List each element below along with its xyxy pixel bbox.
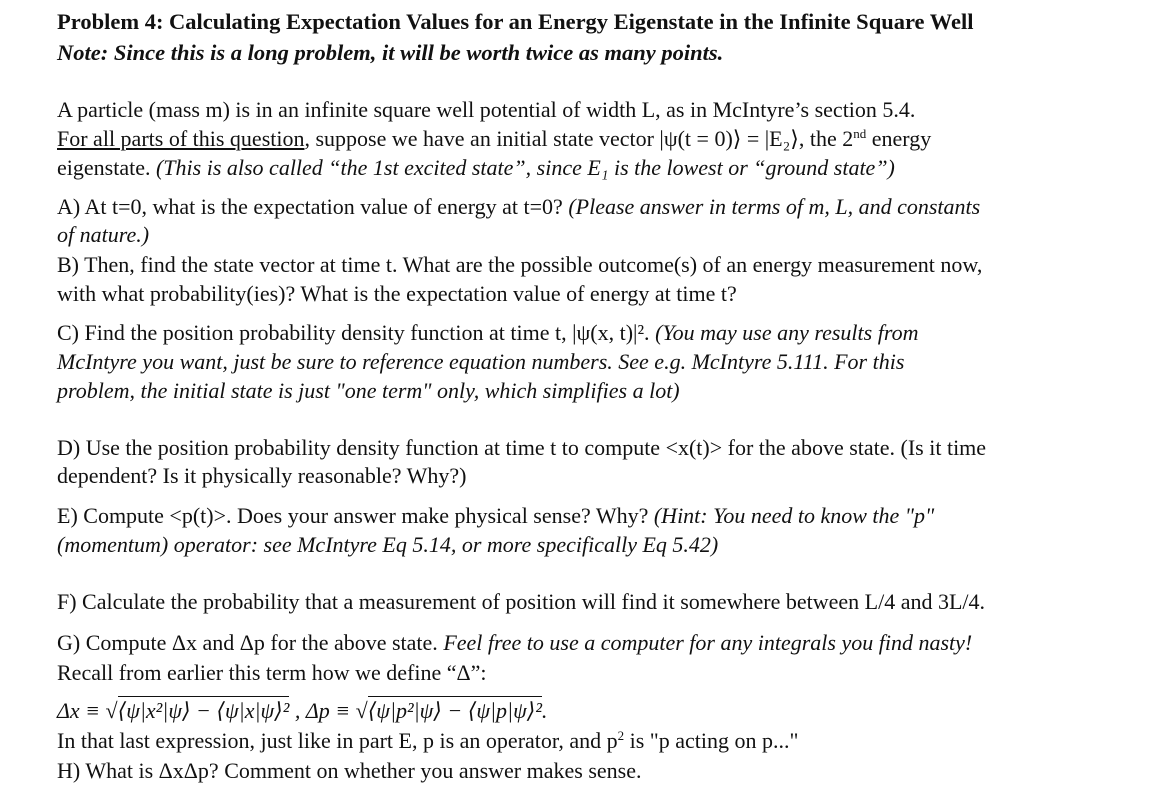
part-b-line-2: with what probability(ies)? What is the expectation value of energy at time t?: [57, 281, 737, 306]
part-g-hint: Feel free to use a computer for any integrals you find nasty!: [443, 630, 973, 655]
intro-sup: nd: [853, 126, 867, 141]
part-g-line-4: [57, 728, 799, 754]
part-e-line-2: (momentum) operator: see McIntyre Eq 5.14, or more specifically Eq 5.42): [57, 532, 719, 557]
intro-line-2-end: energy: [866, 126, 932, 151]
equation-separator: ,: [289, 698, 306, 723]
intro-line-2: [57, 126, 931, 152]
part-f-line-1: F) Calculate the probability that a measurement of position will find it somewhere between L/4 and 3L/4.: [57, 589, 986, 614]
part-c-line-3: problem, the initial state is just "one term" only, which simplifies a lot): [57, 378, 680, 403]
part-d-line-1: D) Use the position probability density function at time t to compute <x(t)> for the above state. (Is it time: [57, 435, 987, 460]
delta-x-sqrt-sign: √: [105, 698, 118, 723]
part-e-question: E) Compute <p(t)>. Does your answer make physical sense? Why?: [57, 503, 654, 528]
uncertainty-equations: [57, 698, 547, 724]
part-b-line-1: B) Then, find the state vector at time t. What are the possible outcome(s) of an energy measurement now,: [57, 252, 983, 277]
delta-p-sqrt-sign: √: [355, 698, 368, 723]
part-c-question: C) Find the position probability density function at time t, |ψ(x, t)|².: [57, 320, 656, 345]
part-d-line-2: dependent? Is it physically reasonable? Why?): [57, 463, 467, 488]
part-c-line-2: McIntyre you want, just be sure to reference equation numbers. See e.g. McIntyre 5.111. For this: [57, 349, 905, 374]
part-g-line-4-b: is "p acting on p...": [624, 728, 799, 753]
note: Note: Since this is a long problem, it will be worth twice as many points.: [57, 40, 724, 65]
part-g-line-1: [57, 630, 972, 656]
part-a-question: A) At t=0, what is the expectation value of energy at t=0?: [57, 194, 569, 219]
part-a-line-2: of nature.): [57, 222, 150, 247]
delta-x-lhs: Δx ≡: [57, 698, 106, 723]
intro-line-3-a: eigenstate.: [57, 155, 156, 180]
part-g-line-4-a: In that last expression, just like in part E, p is an operator, and p: [57, 728, 618, 753]
intro-line-1: A particle (mass m) is in an infinite square well potential of width L, as in McIntyre’s section 5.4.: [57, 97, 916, 122]
part-e-hint: (Hint: You need to know the "p": [653, 503, 935, 528]
intro-underlined: For all parts of this question: [57, 126, 305, 151]
part-g-line-2: Recall from earlier this term how we define “Δ”:: [57, 660, 487, 685]
part-c-line-1: [57, 320, 918, 346]
intro-line-2-text: , suppose we have an initial state vector |ψ(t = 0)⟩ = |E₂⟩, the 2: [304, 126, 854, 151]
part-a-hint: (Please answer in terms of m, L, and constants: [568, 194, 981, 219]
delta-x-radicand: ⟨ψ|x²|ψ⟩ − ⟨ψ|x|ψ⟩²: [117, 698, 290, 723]
equation-end: .: [541, 698, 548, 723]
delta-p-radicand: ⟨ψ|p²|ψ⟩ − ⟨ψ|p|ψ⟩²: [367, 698, 542, 723]
intro-line-3: [57, 155, 895, 181]
part-g-question: G) Compute Δx and Δp for the above state.: [57, 630, 444, 655]
part-a-line-1: [57, 194, 980, 220]
part-e-line-1: [57, 503, 934, 529]
title: Problem 4: Calculating Expectation Values for an Energy Eigenstate in the Infinite Square Well: [57, 9, 974, 34]
part-c-hint: (You may use any results from: [655, 320, 919, 345]
part-g-sup: 2: [617, 728, 625, 743]
intro-line-3-b: (This is also called “the 1st excited state”, since E₁ is the lowest or “ground state”): [155, 155, 895, 180]
part-h-line-1: H) What is ΔxΔp? Comment on whether you answer makes sense.: [57, 758, 642, 783]
delta-p-lhs: Δp ≡: [305, 698, 356, 723]
